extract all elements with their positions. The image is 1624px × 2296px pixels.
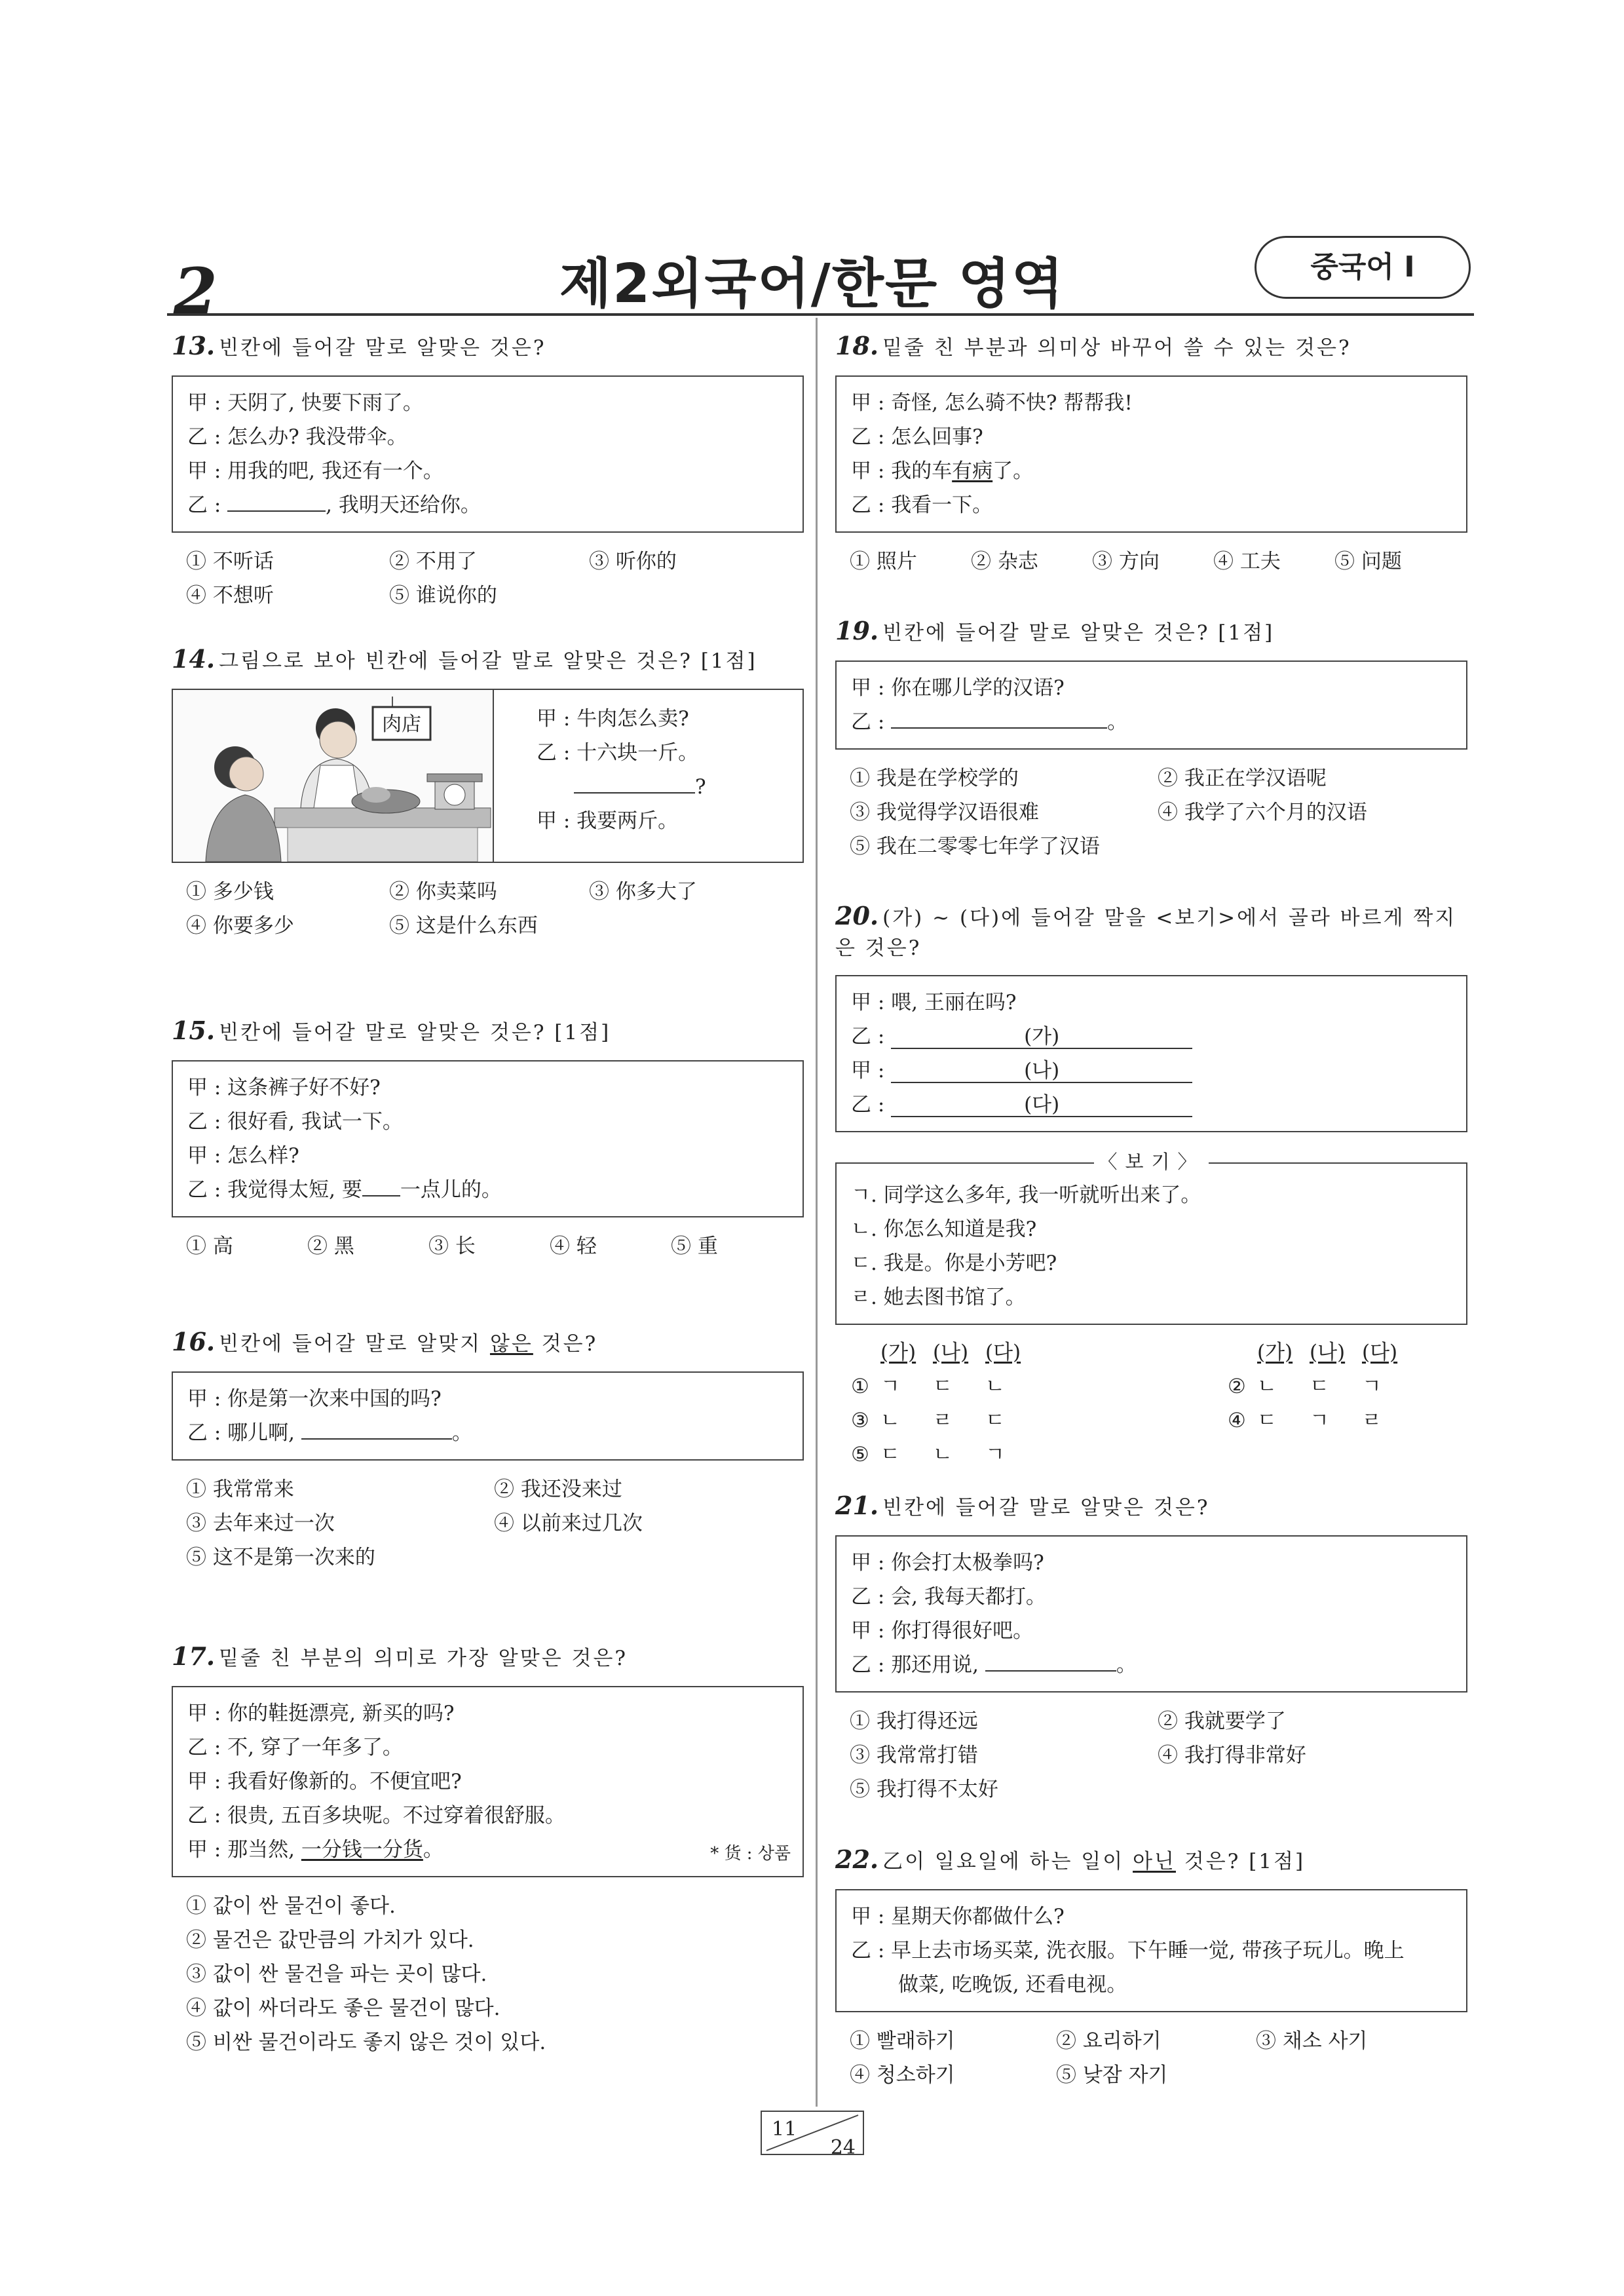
dialog-line: ?: [537, 770, 787, 804]
option[interactable]: ② 물건은 값만큼의 가치가 있다.: [186, 1928, 474, 1953]
dialog-box: [835, 1889, 1467, 2012]
option[interactable]: ⑤ 낮잠 자기: [1056, 2063, 1168, 2088]
bogi-box: [835, 1151, 1467, 1325]
dialog-line: 甲 : 你是第一次来中国的吗?: [187, 1387, 442, 1411]
question-number: 19.: [835, 616, 879, 645]
option[interactable]: ② 我还没来过: [494, 1478, 622, 1502]
option[interactable]: ③ 我觉得学汉语很难: [850, 801, 1039, 825]
option[interactable]: ⑤ 这不是第一次来的: [186, 1546, 375, 1570]
answer-blank: [574, 775, 695, 794]
option[interactable]: ① 不听话: [186, 550, 274, 574]
dialog-line: 甲 : 我要两斤。: [537, 809, 679, 833]
bogi-label: 〈보기〉: [837, 1148, 1466, 1176]
answer-blank: [985, 1653, 1116, 1672]
subject-badge: 중국어 Ⅰ: [1255, 236, 1471, 299]
dialog-box: [835, 1535, 1467, 1693]
question-number: 17.: [172, 1641, 216, 1671]
option[interactable]: ③ 채소 사기: [1256, 2029, 1368, 2054]
option[interactable]: ① 我是在学校学的: [850, 767, 1019, 791]
question-number: 15.: [172, 1016, 216, 1045]
dialog-box: [172, 1060, 804, 1217]
option[interactable]: ③ 长: [428, 1234, 476, 1259]
picture-dialog-box: [172, 689, 804, 863]
option[interactable]: ③ 听你的: [589, 550, 677, 574]
option[interactable]: ① 我常常来: [186, 1478, 294, 1502]
dialog-box: [172, 375, 804, 533]
dialog-line: 乙 : 十六块一斤。: [537, 741, 699, 765]
answer-row: ① ㄱ ㄷ ㄴ ② ㄴ ㄷ ㄱ: [851, 1369, 1467, 1404]
question-number: 22.: [835, 1845, 879, 1874]
dialog-line: 甲 : 我的车有病了。: [851, 459, 1034, 484]
page-counter: [760, 2110, 865, 2159]
question-18: [835, 328, 1467, 579]
dialog-line: 甲 : 星期天你都做什么?: [851, 1905, 1065, 1929]
dialog-line: 乙 : 很贵, 五百多块呢。不过穿着很舒服。: [187, 1804, 565, 1828]
dialog-line: 甲 : 这条裤子好不好?: [187, 1076, 381, 1100]
dialog-box: [835, 375, 1467, 533]
answer-blank: (가): [891, 1025, 1192, 1049]
question-19: [835, 613, 1467, 864]
option[interactable]: ④ 값이 싸더라도 좋은 물건이 많다.: [186, 1997, 500, 2021]
option[interactable]: ③: [851, 1409, 869, 1433]
options: [172, 1229, 804, 1263]
option[interactable]: ① 高: [186, 1234, 233, 1259]
option[interactable]: ⑤ 谁说你的: [389, 584, 497, 608]
option[interactable]: ③ 去年来过一次: [186, 1512, 335, 1536]
dialog-line: 甲 : 喂, 王丽在吗?: [851, 991, 1017, 1015]
answer-blank: (나): [891, 1060, 1192, 1083]
dialog-line: 乙 : (다): [851, 1088, 1452, 1122]
question-prompt: 빈칸에 들어갈 말로 알맞은 것은?: [219, 336, 546, 360]
dialog-line: 甲 : (나): [851, 1054, 1452, 1088]
option[interactable]: ①: [851, 1375, 869, 1399]
option[interactable]: ④ 以前来过几次: [494, 1512, 643, 1536]
dialog-line: 甲 : 你在哪儿学的汉语?: [851, 676, 1065, 700]
option[interactable]: ① 빨래하기: [850, 2029, 955, 2054]
option[interactable]: ② 我就要学了: [1158, 1710, 1286, 1734]
question-22: 22. 乙이 일요일에 하는 일이 아닌 것은? [1점] 甲 : 星期天你都做什么? 乙 : 早上去市场买菜, 洗衣服。下午睡一觉, 带孩子玩儿。晚上 做菜, 吃晚饭, 还看电视。 ① 빨래하기 ② 요리하기 ③ 채소 사기 ④ 청소하기 ⑤ 낮잠 자기: [835, 1841, 1467, 2092]
option[interactable]: ④ 我学了六个月的汉语: [1158, 801, 1367, 825]
answer-blank: [301, 1421, 452, 1440]
options: [835, 761, 1467, 864]
question-15: [172, 1012, 804, 1263]
header-rule: [167, 313, 1474, 316]
dialog-line: 乙 : 不, 穿了一年多了。: [187, 1736, 403, 1760]
current-page: 11: [772, 2118, 797, 2141]
bogi-item: ㄴ. 你怎么知道是我?: [851, 1217, 1037, 1242]
option[interactable]: ④ 工夫: [1213, 550, 1281, 574]
option[interactable]: ② 杂志: [971, 550, 1038, 574]
dialog-line: 乙 : 会, 我每天都打。: [851, 1585, 1046, 1609]
answer-table-header: (가) (나) (다) (가) (나) (다): [880, 1341, 1398, 1365]
answer-row: ③ ㄴ ㄹ ㄷ ④ ㄷ ㄱ ㄹ: [851, 1404, 1467, 1438]
dialog-line: 乙 : 我觉得太短, 要 一点儿的。: [187, 1178, 502, 1202]
option[interactable]: ① 多少钱: [186, 880, 274, 904]
option[interactable]: ③ 你多大了: [589, 880, 697, 904]
option[interactable]: ⑤ 问题: [1334, 550, 1402, 574]
option[interactable]: ⑤ 我打得不太好: [850, 1778, 998, 1802]
question-21: [835, 1487, 1467, 1807]
dialog-line: 乙 : 。: [851, 710, 1128, 735]
dialog-line: 乙 : 很好看, 我试一下。: [187, 1110, 403, 1134]
dialog-box: [835, 975, 1467, 1132]
dialog-box: [172, 1371, 804, 1461]
question-number: 18.: [835, 331, 879, 360]
option[interactable]: ⑤ 我在二零零七年学了汉语: [850, 835, 1100, 859]
question-number: 21.: [835, 1491, 879, 1520]
question-number: 13.: [172, 331, 216, 360]
dialog: [494, 690, 803, 862]
question-prompt: 그림으로 보아 빈칸에 들어갈 말로 알맞은 것은? [1점]: [219, 649, 757, 673]
bogi-item: ㄱ. 同学这么多年, 我一听就听出来了。: [851, 1183, 1201, 1208]
question-prompt: 밑줄 친 부분과 의미상 바꾸어 쓸 수 있는 것은?: [882, 336, 1351, 360]
subject-title: 제2외국어/한문 영역: [559, 253, 1065, 315]
answer-blank: [362, 1178, 400, 1196]
dialog-line: 甲 : 那当然, 一分钱一分货。: [187, 1838, 444, 1862]
answer-blank: [227, 493, 326, 512]
option[interactable]: ④: [1228, 1409, 1246, 1433]
total-pages: 24: [830, 2136, 856, 2159]
options: [172, 1889, 804, 2059]
dialog-line: 乙 : 我看一下。: [851, 493, 993, 518]
dialog-line: 乙 : 怎么回事?: [851, 425, 983, 450]
dialog-line: 乙 : (가): [851, 1020, 1452, 1054]
option[interactable]: ⑤ 重: [671, 1234, 718, 1259]
column-divider: [816, 318, 818, 2107]
option[interactable]: ② 요리하기: [1056, 2029, 1161, 2054]
dialog-line: 乙 : , 我明天还给你。: [187, 493, 481, 518]
dialog-line: 甲 : 你会打太极拳吗?: [851, 1551, 1044, 1575]
question-number: 20.: [835, 901, 879, 930]
option[interactable]: ④ 我打得非常好: [1158, 1744, 1306, 1768]
dialog-line: 乙 : 哪儿啊, 。: [187, 1421, 472, 1445]
page-number: 2: [174, 254, 217, 328]
option[interactable]: ④ 청소하기: [850, 2063, 955, 2088]
dialog-line: 甲 : 用我的吧, 我还有一个。: [187, 459, 444, 484]
options: [172, 1472, 804, 1575]
question-17: [172, 1638, 804, 2059]
dialog-line: 甲 : 你的鞋挺漂亮, 新买的吗?: [187, 1702, 455, 1726]
question-20: [835, 898, 1467, 1472]
question-16: 16. 빈칸에 들어갈 말로 알맞지 않은 것은? 甲 : 你是第一次来中国的吗? 乙 : 哪儿啊, 。 ① 我常常来 ② 我还没来过 ③ 去年来过一次 ④ 以前来过几次 ⑤ 这不是第一次来的: [172, 1324, 804, 1575]
question-13: [172, 328, 804, 613]
option[interactable]: ② 黑: [307, 1234, 354, 1259]
option[interactable]: ② 你卖菜吗: [389, 880, 497, 904]
question-prompt: 빈칸에 들어갈 말로 알맞은 것은?: [882, 1496, 1210, 1520]
options: [172, 545, 804, 613]
answer-blank: (다): [891, 1094, 1192, 1117]
question-14: [172, 641, 804, 943]
dialog-line: 甲 : 牛肉怎么卖?: [537, 707, 689, 731]
option[interactable]: ④ 你要多少: [186, 914, 294, 938]
options: [835, 2024, 1467, 2092]
option[interactable]: ④ 轻: [550, 1234, 597, 1259]
option[interactable]: ⑤ 비싼 물건이라도 좋지 않은 것이 있다.: [186, 2031, 546, 2055]
bogi-item: ㄷ. 我是。你是小芳吧?: [851, 1252, 1057, 1276]
question-number: 14.: [172, 644, 216, 674]
butcher-shop-illustration: [173, 690, 494, 862]
options: [835, 545, 1467, 579]
bogi-item: ㄹ. 她去图书馆了。: [851, 1286, 1026, 1310]
option[interactable]: ②: [1228, 1375, 1246, 1399]
dialog-line: 乙 : 那还用说, 。: [851, 1653, 1137, 1677]
option[interactable]: ③ 값이 싼 물건을 파는 곳이 많다.: [186, 1962, 487, 1987]
question-prompt: 밑줄 친 부분의 의미로 가장 알맞은 것은?: [219, 1647, 628, 1670]
question-prompt: 빈칸에 들어갈 말로 알맞은 것은? [1점]: [882, 621, 1275, 645]
shop-sign-text: 肉店: [382, 713, 421, 737]
option[interactable]: ① 我打得还远: [850, 1710, 978, 1734]
option[interactable]: ② 我正在学汉语呢: [1158, 767, 1327, 791]
question-number: 16.: [172, 1327, 216, 1356]
option[interactable]: ③ 我常常打错: [850, 1744, 978, 1768]
dialog-line: 甲 : 你打得很好吧。: [851, 1619, 1034, 1643]
option[interactable]: ① 照片: [850, 550, 917, 574]
dialog-line: 乙 : 怎么办? 我没带伞。: [187, 425, 407, 450]
dialog-line: 甲 : 奇怪, 怎么骑不快? 帮帮我!: [851, 391, 1133, 415]
dialog-line: 甲 : 天阴了, 快要下雨了。: [187, 391, 423, 415]
dialog-box: [835, 660, 1467, 750]
option[interactable]: ⑤: [851, 1443, 869, 1467]
option[interactable]: ⑤ 这是什么东西: [389, 914, 538, 938]
options: [172, 875, 804, 943]
dialog-line: 甲 : 怎么样?: [187, 1144, 299, 1168]
dialog-line: 甲 : 我看好像新的。不便宜吧?: [187, 1770, 462, 1794]
dialog-line: 做菜, 吃晚饭, 还看电视。: [898, 1973, 1127, 1997]
options: [835, 1704, 1467, 1807]
underlined-phrase: 有病: [952, 459, 993, 484]
underlined-phrase: 一分钱一分货: [301, 1838, 423, 1862]
answer-table: [835, 1335, 1467, 1472]
dialog-line: 乙 : 早上去市场买菜, 洗衣服。下午睡一觉, 带孩子玩儿。晚上: [851, 1939, 1405, 1963]
option[interactable]: ④ 不想听: [186, 584, 274, 608]
answer-blank: [891, 710, 1107, 729]
option[interactable]: ① 값이 싼 물건이 좋다.: [186, 1894, 396, 1919]
option[interactable]: ③ 方向: [1092, 550, 1160, 574]
answer-row: ⑤ ㄷ ㄴ ㄱ: [851, 1438, 1467, 1472]
dialog-box: [172, 1686, 804, 1877]
question-prompt: 빈칸에 들어갈 말로 알맞은 것은? [1점]: [219, 1021, 611, 1044]
footnote: * 货 : 상품: [710, 1844, 791, 1864]
question-prompt: (가) ~ (다)에 들어갈 말을 <보기>에서 골라 바르게 짝지은 것은?: [835, 906, 1457, 961]
option[interactable]: ② 不用了: [389, 550, 477, 574]
